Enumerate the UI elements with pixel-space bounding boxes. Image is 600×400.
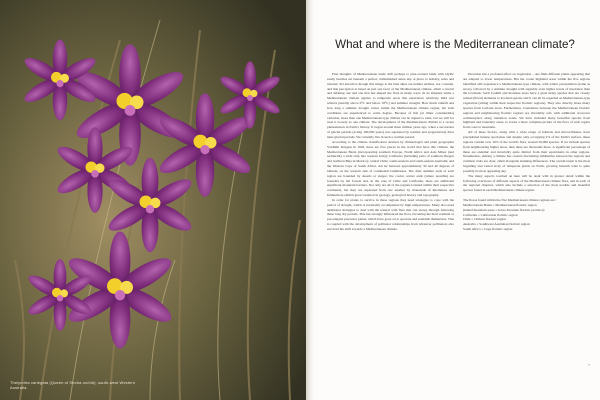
paragraph: According to the climate classification devised by climatologist and plant geographer Vladimir Köppen in 1918, there are five places in the world that have this climate: the Mediterranean Basin (incorporating southern Europe, North Africa and Asia Minor (and technically a wide strip into western Iran)); California (including parts of southern Oregon and northern Baja in Mexico); central Chile; south-western and south-eastern Australia; and the Western Cape of South Africa. All lie between approximately 30 and 40 degrees of latitude, on the western side of continental landmasses. The drier summer ends of each region are bounded by deserts or steppe; the cooler, wetter ends (where possible) are bounded by tall forests and, in the case of Chile and California, there are additional significant mountain barriers. Not only are all of the regions isolated within their respective continents, but they are separated from one another by thousands of kilometres and furthermore exhibit great variation in geology, geological history and topography. (327, 139, 454, 198)
region-item: Australia = Southwest Australian floristic region (463, 222, 530, 227)
paragraph: First thoughts of Mediterranean lands drift perhaps to pine-scented lands with idyllic sandy beaches set beneath a perfect, unblemished azure sky. A place to holiday, relax and unwind. Yet attractive though this image is the blue skies are neither endless, nor constant, and this perception is based on just one facet of the Mediterranean climate, albeit a crucial and defining one and one that has shaped the flora in many ways. In its simplest terms a Mediterranean climate applies to temperate areas that experience relatively mild wet winters (usually above 0°C and below 18°C) and summer drought. How much rainfall and how long a summer drought varies within the Mediterranean climate region, but both conditions are experienced to some degree. Because of this (at times considerable) variation, more than one Mediterranean-type climate can be argued to exist, but we will for treat it loosely as one climate. The development of the Mediterranean climate is a recent phenomenon in Earth's history. It began around three million years ago, when a succession of glacial periods (acting 100,000 years) was separated by warmer and progressively drier inter-glacial periods. We currently live in such a warmer period. (327, 72, 454, 139)
paragraph: Elevation has a profound effect on vegetation – one finds different plants appearing that are adapted to lower temperatures. But the cooler highland areas within the five regions identified still experience a Mediterranean-type climate, with winter precipitation (some as snow), followed by a summer drought with arguably even higher levels of insolation than the lowlands. Such foothill and montane areas have a great many species that are closely related (floral) elements to lowland species and it can all be regarded as Mediterranean-type vegetation (sitting within their respective floristic regions). They also directly share many species from lowland areas. Furthermore, boundaries between the Mediterranean floristic regions and neighbouring floristic regions are invariably soft, with additional crossover commonplace along transition zones. We have included many beautiful species from highland and boundary areas, to create a more complete picture of the flora of each region from coast to mountain. (463, 72, 590, 130)
photo-caption: Thelymitra variegata (Queen of Sheba orchid), south-west Western Australia. (10, 380, 136, 390)
region-item: Mediterranean Basin = Mediterranean floristic region (463, 202, 537, 207)
paragraph: All of these factors, along with a wide range of habitats and microclimates, have precipitated intense speciation and despite only occupying 2% of the Earth's surface, these regions contain over 10% of the world's flora, around 50,000 species. If we include species from neighbouring higher areas, then there are thousands more. A significant percentage of these are endemic and invariably quite distinct from their equivalents in other regions. Nonetheless, sharing a climate has created fascinating similarities between the regions and common traits are clear, albeit alongside stunning differences. The overall result is the most beguiling and varied array of temperate plants on Earth, growing beneath what is quite possibly its most appealing sky. (463, 130, 590, 173)
book-gutter (306, 0, 314, 400)
page-title: What and where is the Mediterranean climate? (335, 38, 575, 51)
regions-list (463, 198, 590, 232)
region-item: (inland mountain areas = Irano-Turanian floristic province) (463, 207, 545, 212)
region-item: South Africa = Cape floristic region (463, 227, 513, 232)
text-page (314, 0, 600, 400)
left-text-column (327, 72, 454, 232)
page-number: 7 (588, 363, 590, 367)
paragraph: In order for plants to survive in these regions they need strategies to cope with the period of drought, which is invariably accompanied by high temperatures. Many also need additional strategies to deal with the natural wild fires that can sweep through following these long dry periods. This has strongly influenced the flora, favouring the most resilient or pre-adapted precursor plants, which have gone on to speciate and establish themselves. This is coupled with the development of pollinator relationships from whatever pollinators also survived the shift towards a Mediterranean climate. (327, 197, 454, 231)
paragraph: The many aspects touched on here will be dealt with in greater detail within the following overviews of different aspects of the Mediterranean climate flora, and in each of the regional chapters, which also include a selection of the most notable and beautiful species found in each Mediterranean climate region. (463, 173, 590, 193)
right-text-column (463, 72, 590, 232)
region-item: California = Californian floristic region (463, 212, 518, 217)
region-item: Chile = Chilean floristic region (463, 217, 506, 222)
regions-heading: The floras found within the five Mediterranean climate regions are: (463, 198, 556, 203)
